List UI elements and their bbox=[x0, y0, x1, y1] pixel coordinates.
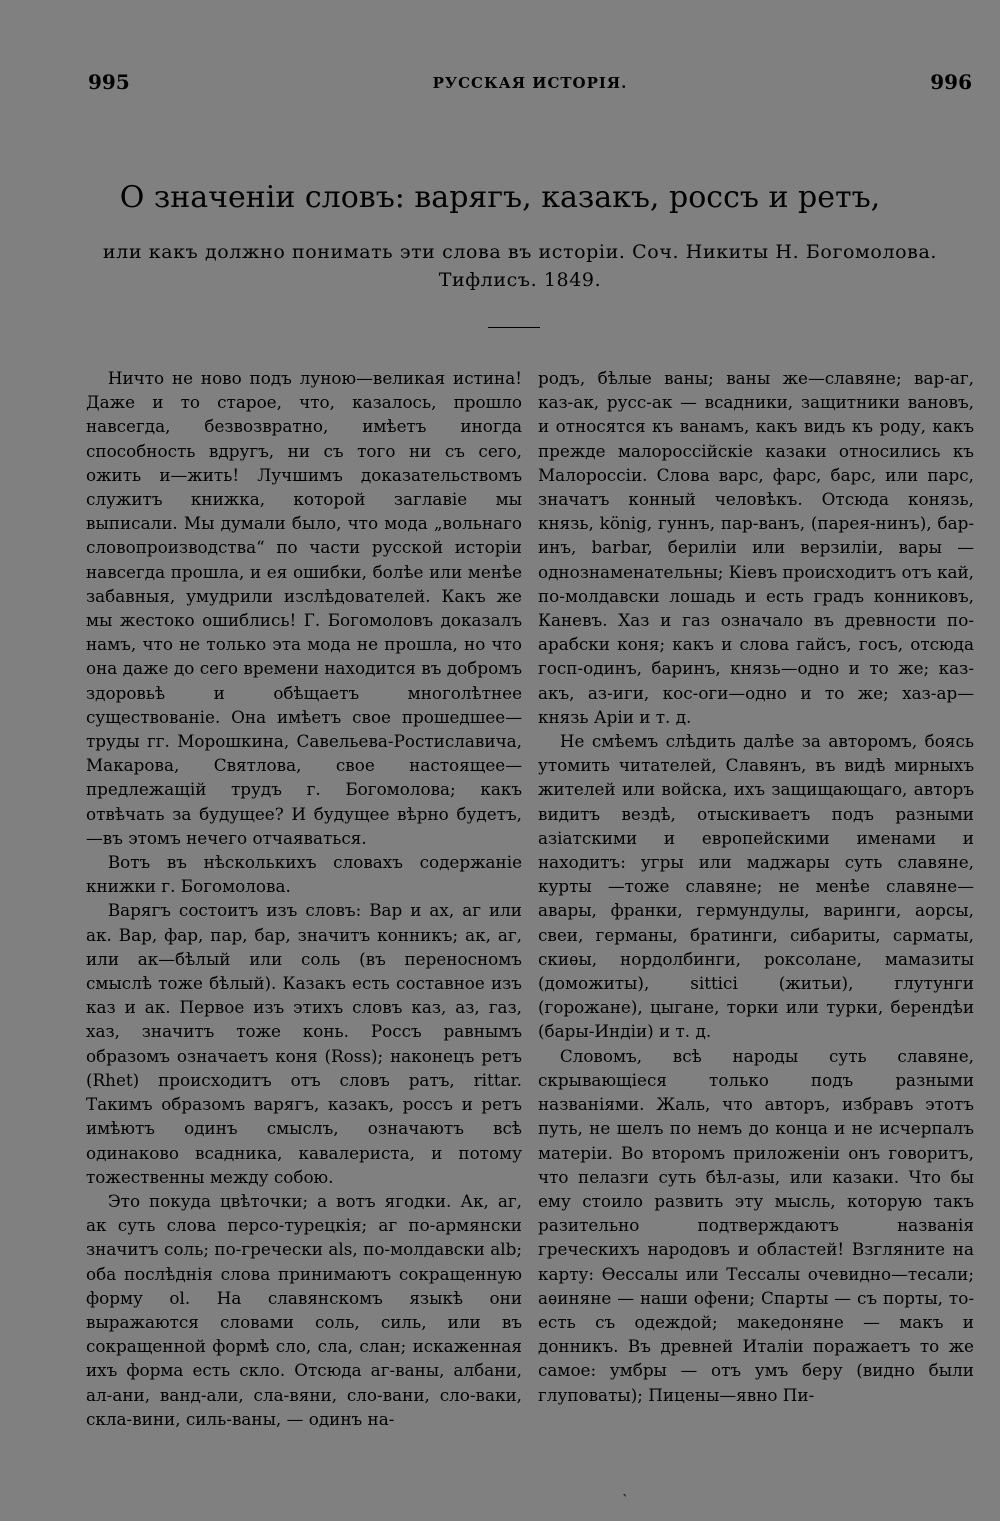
text-column-left bbox=[86, 366, 522, 1431]
title-divider bbox=[488, 327, 540, 328]
paragraph: Словомъ, всѣ народы суть славяне, скрывающіеся только подъ разными названіями. Жаль, что авторъ, избравъ этотъ путь, не шелъ по немъ до конца и не исчерпалъ матеріи. Во второмъ приложеніи онъ говоритъ, что пелазги суть бѣл-азы, или казаки. Что бы ему стоило развить эту мысль, которую такъ разительно подтверждаютъ названія греческихъ народовъ и областей! Взгляните на карту: Ѳессалы или Тессалы очевидно—тесали; аѳиняне — наши офени; Спарты — съ порты, то-есть съ одеждой; македоняне — макъ и донникъ. Въ древней Италіи поражаетъ то же самое: умбры — отъ умъ беру (видно были глуповаты); Пицены—явно Пи- bbox=[538, 1045, 974, 1405]
running-title: РУССКАЯ ИСТОРІЯ. bbox=[432, 74, 628, 92]
article-title: О значеніи словъ: варягъ, казакъ, россъ и ретъ, bbox=[119, 180, 881, 215]
paragraph: Вотъ въ нѣсколькихъ словахъ содержаніе книжки г. Богомолова. bbox=[86, 852, 522, 897]
page-number-left: 995 bbox=[88, 70, 130, 94]
paragraph: Не смѣемъ слѣдить далѣе за авторомъ, боясь утомить читателей, Славянъ, въ видѣ мирныхъ жителей или войска, ихъ защищающаго, авторъ видитъ вездѣ, отыскиваетъ подъ разными азіатскими и европейскими именами и находитъ: угры или маджары суть славяне, курты —тоже славяне; не менѣе славяне—авары, франки, гермундулы, варинги, аорсы, свеи, германы, братинги, сибариты, сарматы, скиѳы, нордолбинги, роксолане, мамазиты (доможиты), sitticі (житьи), глутунги (горожане), цыгане, торки или турки, берендѣи (бары-Индіи) и т. д. bbox=[538, 731, 974, 1042]
page-header bbox=[88, 70, 972, 100]
paragraph: Варягъ состоитъ изъ словъ: Вар и ах, аг или ак. Вар, фар, пар, бар, значитъ конникъ; ак, аг, или ак—бѣлый или соль (въ переносномъ смыслѣ тоже бѣлый). Казакъ есть составное изъ каз и ак. Первое изъ этихъ словъ каз, аз, газ, хаз, значитъ тоже конь. Россъ равнымъ образомъ означаетъ коня (Ross); наконецъ ретъ (Rhet) происходитъ отъ словъ ратъ, rittar. Такимъ образомъ варягъ, казакъ, россъ и ретъ имѣютъ одинъ смыслъ, означаютъ всѣ одинаково всадника, кавалериста, и потому тожественны между собою. bbox=[86, 900, 522, 1187]
page-number-right: 996 bbox=[930, 70, 972, 94]
article-subtitle: или какъ должно понимать эти слова въ исторіи. Соч. Никиты Н. Богомолова. Тифлисъ. 1849. bbox=[102, 241, 938, 291]
text-column-right bbox=[538, 366, 974, 1407]
paragraph: родъ, бѣлые ваны; ваны же—славяне; вар-аг, каз-ак, русс-ак — всадники, защитники вановъ, и относятся къ ванамъ, какъ видъ къ роду, какъ прежде малороссійскіе казаки относились къ Малороссіи. Слова варс, фарс, барс, или парс, значатъ конный человѣкъ. Отсюда конязь, князь, könig, гуннъ, пар-ванъ, (парея-нинъ), бар-инъ, barbar, бериліи или верзиліи, вары — однознаменательны; Кіевъ происходитъ отъ кай, по-молдавски лошадь и есть градъ конниковъ, Каневъ. Хаз и газ означало въ древности по-арабски коня; какъ и слова гайсъ, госъ, отсюда госп-одинъ, баринъ, князь—одно и то же; каз-акъ, аз-иги, кос-оги—одно и то же; хаз-ар—князь Аріи и т. д. bbox=[538, 368, 974, 727]
paragraph: Это покуда цвѣточки; а вотъ ягодки. Ак, аг, ак суть слова персо-турецкія; аг по-армянски значитъ соль; по-гречески als, по-молдавски alb; оба послѣднія слова принимаютъ сокращенную форму ol. На славянскомъ языкѣ они выражаются словами соль, силь, или въ сокращенной формѣ сло, сла, слан; искаженная ихъ форма есть скло. Отсюда аг-ваны, албани, ал-ани, ванд-али, сла-вяни, сло-вани, сло-ваки, скла-вини, силь-ваны, — одинъ на- bbox=[86, 1190, 522, 1429]
paragraph: Ничто не ново подъ луною—великая истина! Даже и то старое, что, казалось, прошло навсегда, безвозвратно, имѣетъ иногда способность вдругъ, ни съ того ни съ сего, ожить и—жить! Лучшимъ доказательствомъ служитъ книжка, которой заглавіе мы выписали. Мы думали было, что мода „вольнаго словопроизводства“ по части русской исторіи навсегда прошла, и ея ошибки, болѣе или менѣе забавныя, умудрили изслѣдователей. Какъ же мы жестоко ошиблись! Г. Богомоловъ доказалъ намъ, что не только эта мода не прошла, но что она даже до сего времени находится въ добромъ здоровьѣ и обѣщаетъ многолѣтнее существованіе. Она имѣетъ свое прошедшее—труды гг. Морошкина, Савельева-Ростиславича, Макарова, Святлова, свое настоящее—предлежащій трудъ г. Богомолова; какъ отвѣчать за будущее? И будущее вѣрно будетъ,—въ этомъ нечего отчаяваться. bbox=[86, 368, 522, 848]
stray-mark: ` bbox=[622, 1493, 629, 1509]
